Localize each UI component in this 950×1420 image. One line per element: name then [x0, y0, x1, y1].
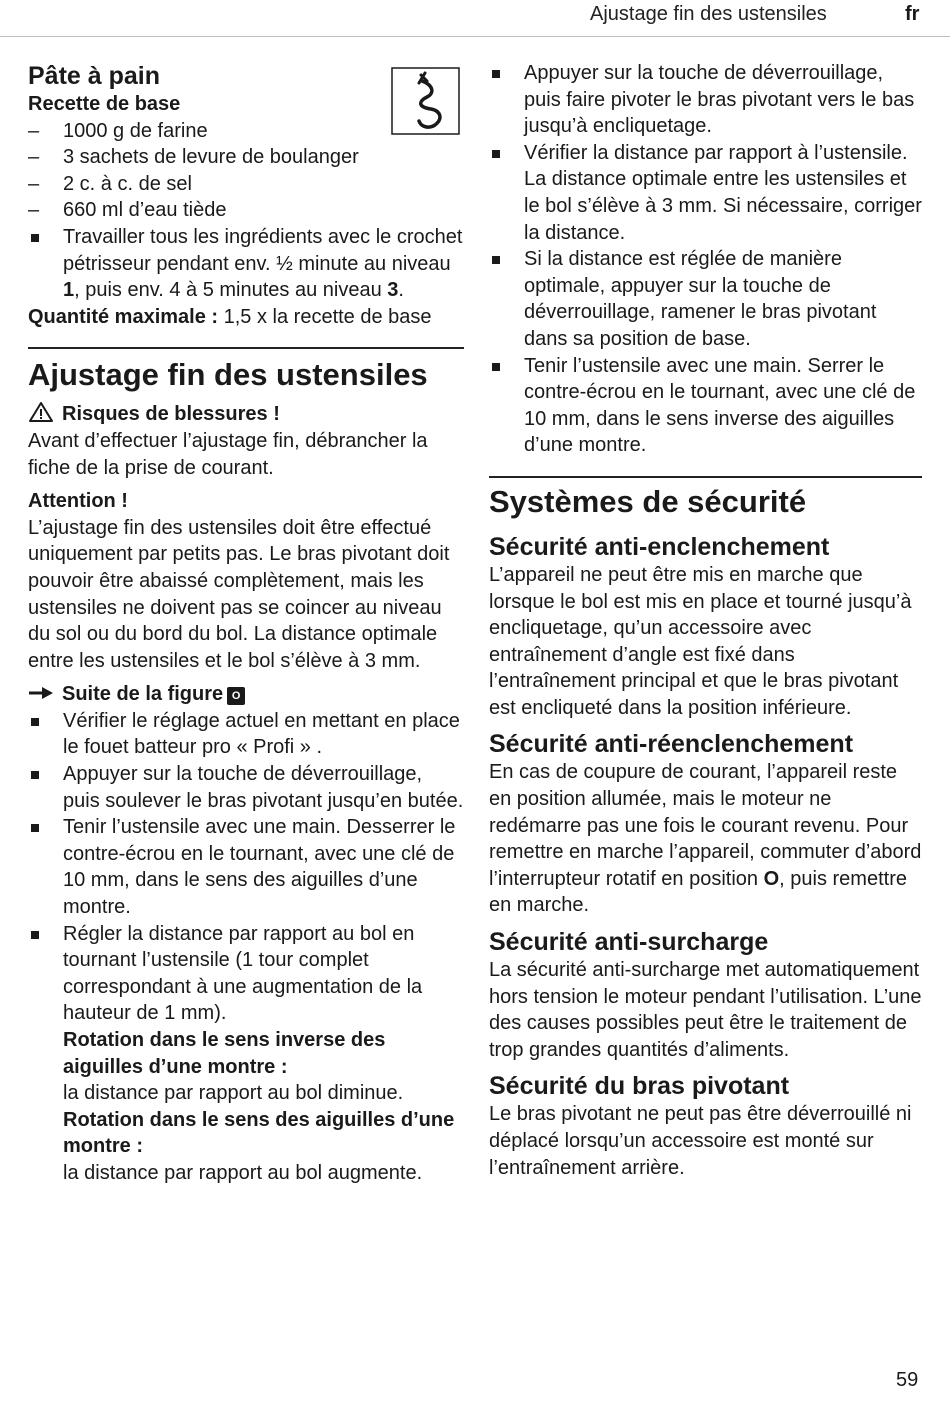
max-quantity-value: 1,5 x la recette de base — [218, 305, 432, 328]
warning-heading — [28, 401, 464, 428]
adjust-step-text: Régler la distance par rapport au bol en tournant l’ustensile (1 tour complet correspondant à une augmentation de la hauteur de 1 mm). — [63, 922, 423, 1025]
bread-dough-title: Pâte à pain — [28, 62, 160, 90]
safety-heading: Sécurité anti-surcharge — [489, 928, 769, 957]
safety-heading: Sécurité anti-réenclenchement — [489, 730, 854, 759]
language-code: fr — [905, 3, 920, 25]
safety-text: La sécurité anti-surcharge met automatiquement hors tension le moteur pendant l’utilisation. L’une des causes possibles peut être le traitement de trop grandes quantités d’aliments. — [489, 959, 922, 1061]
section-divider — [489, 476, 922, 478]
step-text: Travailler tous les ingrédients avec le crochet pétrisseur pendant env. ½ minute au niveau — [63, 225, 463, 275]
safety-text-part: , puis remettre en marche. — [489, 867, 907, 917]
max-quantity — [28, 304, 464, 331]
ingredient-item: – 660 ml d’eau tiède — [28, 197, 464, 224]
section-title-adjustment: Ajustage fin des ustensiles — [28, 357, 428, 393]
section-divider — [28, 347, 464, 349]
adjust-step: Appuyer sur la touche de déverrouillage, puis faire pivoter le bras pivotant vers le bas jusqu’à encliquetage. — [489, 60, 922, 140]
safety-heading: Sécurité du bras pivotant — [489, 1072, 790, 1101]
adjust-step: Vérifier le réglage actuel en mettant en place le fouet batteur pro « Profi » . — [28, 708, 464, 761]
step-text: , puis env. 4 à 5 minutes au niveau — [74, 279, 388, 302]
rotation-cw-text: la distance par rapport au bol augmente. — [63, 1161, 423, 1184]
header-divider — [0, 36, 950, 37]
step-text: . — [398, 279, 404, 302]
safety-text — [489, 759, 922, 919]
section-title-safety: Systèmes de sécurité — [489, 483, 807, 519]
figure-label: O — [227, 687, 245, 705]
rotation-ccw-text: la distance par rapport au bol diminue. — [63, 1082, 404, 1105]
speed-level: 1 — [63, 279, 75, 302]
ingredient-item: – 1000 g de farine — [28, 118, 464, 145]
basic-recipe-label: Recette de base — [28, 93, 181, 115]
kneading-step — [28, 224, 464, 304]
warning-triangle-icon — [28, 401, 54, 423]
ingredient-item: – 3 sachets de levure de boulanger — [28, 144, 464, 171]
running-header-title: Ajustage fin des ustensiles — [590, 3, 827, 25]
rotation-ccw-label: Rotation dans le sens inverse des aiguilles d’une montre : — [63, 1029, 386, 1078]
adjust-step: Vérifier la distance par rapport à l’ustensile. La distance optimale entre les ustensiles et le bol s’élève à 3 mm. Si nécessaire, corriger la distance. — [489, 140, 922, 246]
max-quantity-label: Quantité maximale : — [28, 305, 219, 328]
safety-text: L’appareil ne peut être mis en marche que lorsque le bol est mis en place et tourné jusqu’à encliquetage, qu’un accessoire avec entraînement d’angle est fixé dans l’entraînement principal et que le bras pivotant est encliqueté dans la position inférieure. — [489, 563, 912, 719]
rotation-cw-label: Rotation dans le sens des aiguilles d’une montre : — [63, 1108, 455, 1158]
warning-text: Avant d’effectuer l’ajustage fin, débrancher la fiche de la prise de courant. — [28, 429, 428, 479]
adjust-step: Tenir l’ustensile avec une main. Serrer le contre-écrou en le tournant, avec une clé de 10 mm, dans le sens inverse des aiguilles d’une montre. — [489, 353, 922, 459]
adjust-step: Tenir l’ustensile avec une main. Desserrer le contre-écrou en le tournant, avec une clé de 10 mm, dans le sens des aiguilles d’une montre. — [28, 814, 464, 920]
switch-off-symbol: O — [763, 867, 780, 890]
adjust-step — [28, 921, 464, 1187]
warning-title: Risques de blessures ! — [62, 403, 280, 426]
adjust-step: Appuyer sur la touche de déverrouillage, puis soulever le bras pivotant jusqu’en butée. — [28, 761, 464, 814]
figure-reference-text: Suite de la figure — [62, 683, 224, 706]
adjust-step: Si la distance est réglée de manière optimale, appuyer sur la touche de déverrouillage, ramener le bras pivotant dans sa position de base. — [489, 246, 922, 352]
speed-level: 3 — [387, 279, 399, 302]
arrow-right-icon — [28, 686, 54, 700]
attention-title: Attention ! — [28, 490, 128, 513]
figure-reference — [28, 681, 464, 708]
right-column — [489, 60, 922, 1181]
safety-heading: Sécurité anti-enclenchement — [489, 532, 830, 561]
safety-text-part: En cas de coupure de courant, l’appareil reste en position allumée, mais le moteur ne redémarre pas une fois le courant revenu. Pour remettre en marche l’appareil, commuter d’abord l’interrupteur rotatif en position — [489, 761, 922, 890]
page-number: 59 — [896, 1369, 919, 1391]
left-column — [28, 60, 464, 1187]
ingredient-item: – 2 c. à c. de sel — [28, 171, 464, 198]
attention-text: L’ajustage fin des ustensiles doit être effectué uniquement par petits pas. Le bras pivotant doit pouvoir être abaissé complètement, mais les ustensiles ne doivent pas se coincer au niveau du sol ou du bord du bol. La distance optimale entre les ustensiles et le bol s’élève à 3 mm. — [28, 516, 450, 672]
safety-text: Le bras pivotant ne peut pas être déverrouillé ni déplacé lorsqu’un accessoire est monté sur l’entraînement arrière. — [489, 1103, 912, 1179]
